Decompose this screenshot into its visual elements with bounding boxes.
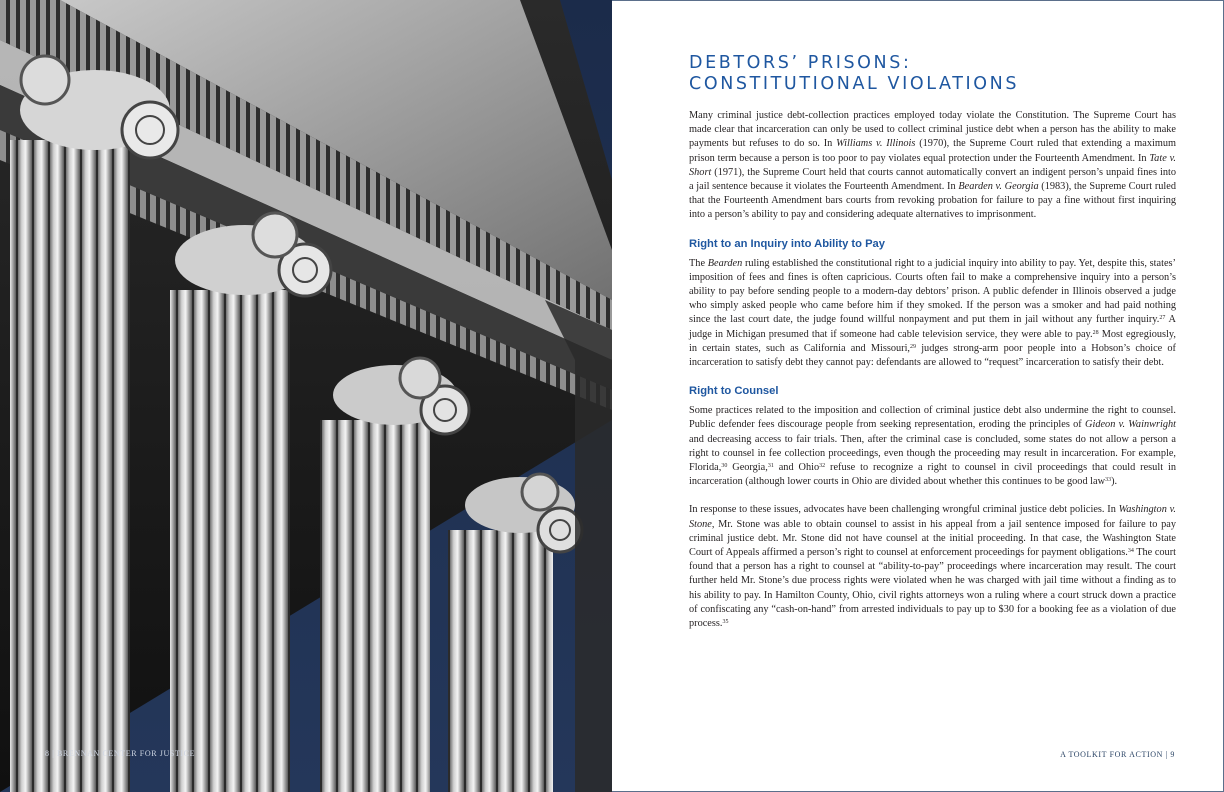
- footer-right: A TOOLKIT FOR ACTION | 9: [1060, 750, 1175, 759]
- case-name: Washington v. Stone: [689, 504, 1176, 530]
- case-name: Bearden: [707, 257, 743, 269]
- paragraph-inquiry: The Bearden ruling established the constitutional right to a judicial inquiry into ability to pay. Yet, despite this, states’ imposition of fees and fines is often capricious. Courts often fail to make a comprehensive inquiry into a person’s ability to pay before sending people to a modern-day debtors’ prison. A public defender in Illinois observed a judge who simply asked people who came before him if they smoked. If the person was a smoker and had paid nothing since the last court date, the judge found willful nonpayment and put them in jail without any further inquiry.$^{27}$ A judge in Michigan presumed that if someone had cable television service, they were able to pay.$^{28}$ Most egregiously, in certain states, such as California and Missouri,$^{29}$ judges strong-arm poor people into a Hobson’s choice of incarceration to satisfy debt they cannot pay: defendants are allowed to “request” incarceration to satisfy their debt.: [689, 257, 1176, 369]
- case-name: Tate v. Short: [689, 152, 1176, 178]
- footnote-ref: 28: [1092, 329, 1099, 336]
- footnote-ref: 27: [1159, 315, 1166, 322]
- footnote-ref: 34: [1127, 548, 1134, 555]
- page-number: 9: [1170, 750, 1175, 759]
- title-line-2: CONSTITUTIONAL VIOLATIONS: [689, 74, 1020, 94]
- footnote-ref: 33: [1105, 477, 1112, 484]
- footer-left: 8 | BRENNAN CENTER FOR JUSTICE: [45, 749, 196, 758]
- paragraph-counsel: Some practices related to the imposition and collection of criminal justice debt also undermine the right to counsel. Public defender fees discourage people from seeking representation, eroding the principles of Gideon v. Wainwright and decreasing access to fair trials. Then, after the criminal case is concluded, some states do not allow a person a right to counsel in fee collection proceedings, even though the proceeding may result in incarceration. For example, Florida,$^{30}$ Georgia,$^{31}$ and Ohio$^{32}$ refuse to recognize a right to counsel in civil proceedings that could result in incarceration (although lower courts in Ohio are divided about whether this continues to be good law$^{33}$).: [689, 405, 1176, 488]
- footnote-ref: 32: [819, 463, 826, 470]
- case-name: Gideon v. Wainwright: [1085, 419, 1176, 431]
- text-page: [612, 0, 1224, 792]
- footnote-ref: 31: [767, 463, 774, 470]
- paragraph-intro: Many criminal justice debt-collection practices employed today violate the Constitution. The Supreme Court has made clear that incarceration can only be used to collect criminal justice debt when a person has the ability to make payments but refuses to do so. In Williams v. Illinois (1970), the Supreme Court ruled that extending a maximum prison term because a person is too poor to pay violates equal protection under the Fourteenth Amendment. In Tate v. Short (1971), the Supreme Court held that courts cannot automatically convert an indigent person’s unpaid fines into a jail sentence because it violates the Fourteenth Amendment. In Bearden v. Georgia (1983), the Supreme Court ruled that the Fourteenth Amendment bars courts from revoking probation for failure to pay a fine without first inquiring into a person’s ability to pay and considering adequate alternatives to imprisonment.: [689, 110, 1176, 221]
- footnote-ref: 35: [722, 619, 729, 626]
- title-line-1: DEBTORS’ PRISONS:: [689, 53, 912, 73]
- page-title: [689, 53, 1019, 95]
- case-name: Williams v. Illinois: [836, 138, 916, 150]
- heading-counsel: Right to Counsel: [689, 385, 779, 398]
- paragraph-response: In response to these issues, advocates have been challenging wrongful criminal justice debt policies. In Washington v. Stone, Mr. Stone was able to obtain counsel to assist in his appeal from a jail sentence imposed for failure to pay criminal justice debt. Mr. Stone did not have counsel at the initial proceeding. In that case, the Washington State Court of Appeals affirmed a person’s right to counsel at enforcement proceedings for payment obligations.$^{34}$ The court found that a person has a right to counsel at “ability-to-pay” proceedings where incarceration may result. The court further held Mr. Stone’s due process rights were violated when he was charged with jail time without a finding as to his ability to pay. In Hamilton County, Ohio, civil rights attorneys won a ruling where a court struck down a practice of confiscating any “cash-on-hand” from arrested individuals to pay up to $30 for a booking fee as a violation of due process.$^{35}$: [689, 504, 1176, 630]
- footnote-ref: 30: [721, 463, 728, 470]
- body-text: [689, 109, 1176, 645]
- footnote-ref: 29: [910, 343, 917, 350]
- heading-inquiry: Right to an Inquiry into Ability to Pay: [689, 237, 885, 250]
- case-name: Bearden v. Georgia: [958, 181, 1039, 193]
- footer-right-text: A TOOLKIT FOR ACTION: [1060, 750, 1163, 759]
